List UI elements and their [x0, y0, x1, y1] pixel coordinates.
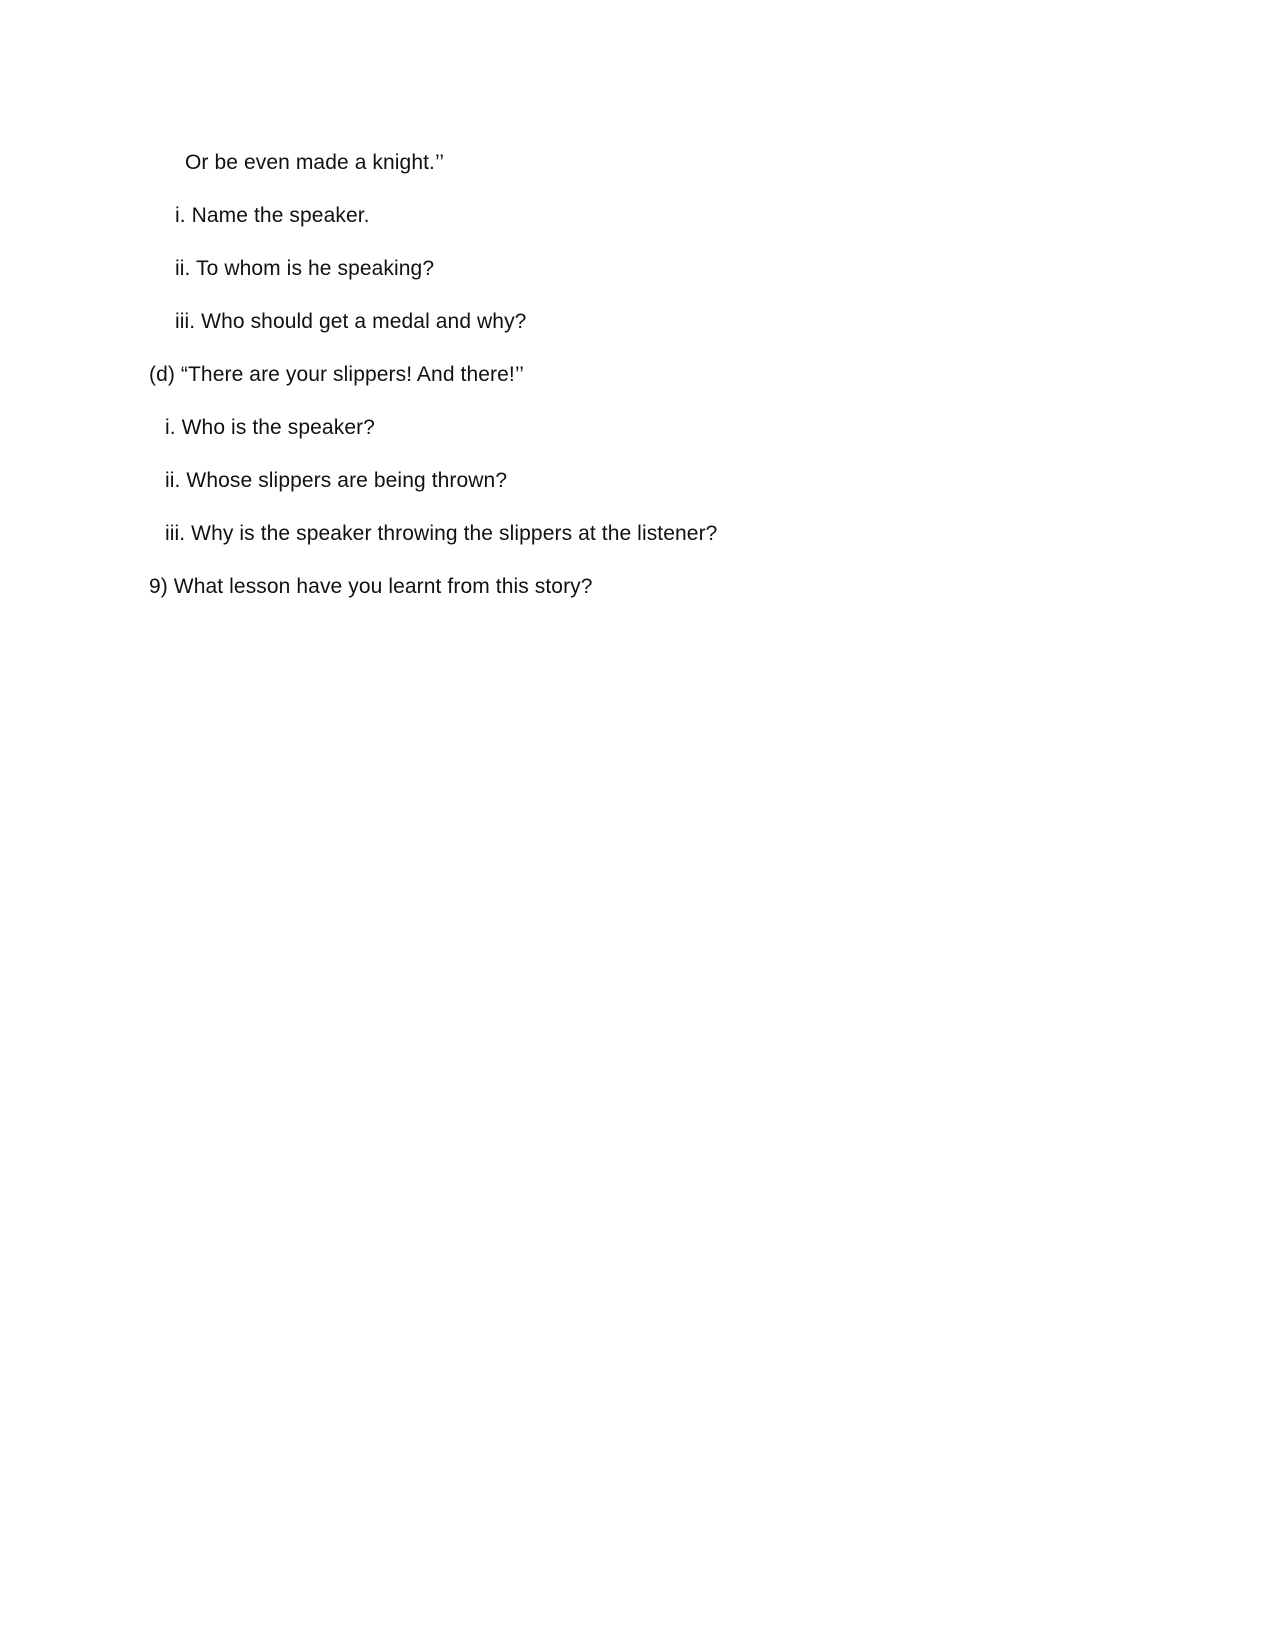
question-c-part-i: i. Name the speaker.	[175, 204, 370, 227]
question-d-part-i: i. Who is the speaker?	[165, 416, 375, 439]
question-d-part-iii: iii. Why is the speaker throwing the slippers at the listener?	[165, 522, 718, 545]
question-d-part-ii: ii. Whose slippers are being thrown?	[165, 469, 508, 492]
question-d-quote: (d) “There are your slippers! And there!’’	[149, 363, 524, 386]
quote-line-continuation: Or be even made a knight.’’	[185, 151, 445, 174]
question-c-part-iii: iii. Who should get a medal and why?	[175, 310, 527, 333]
question-9: 9) What lesson have you learnt from this story?	[149, 575, 593, 598]
question-c-part-ii: ii. To whom is he speaking?	[175, 257, 435, 280]
